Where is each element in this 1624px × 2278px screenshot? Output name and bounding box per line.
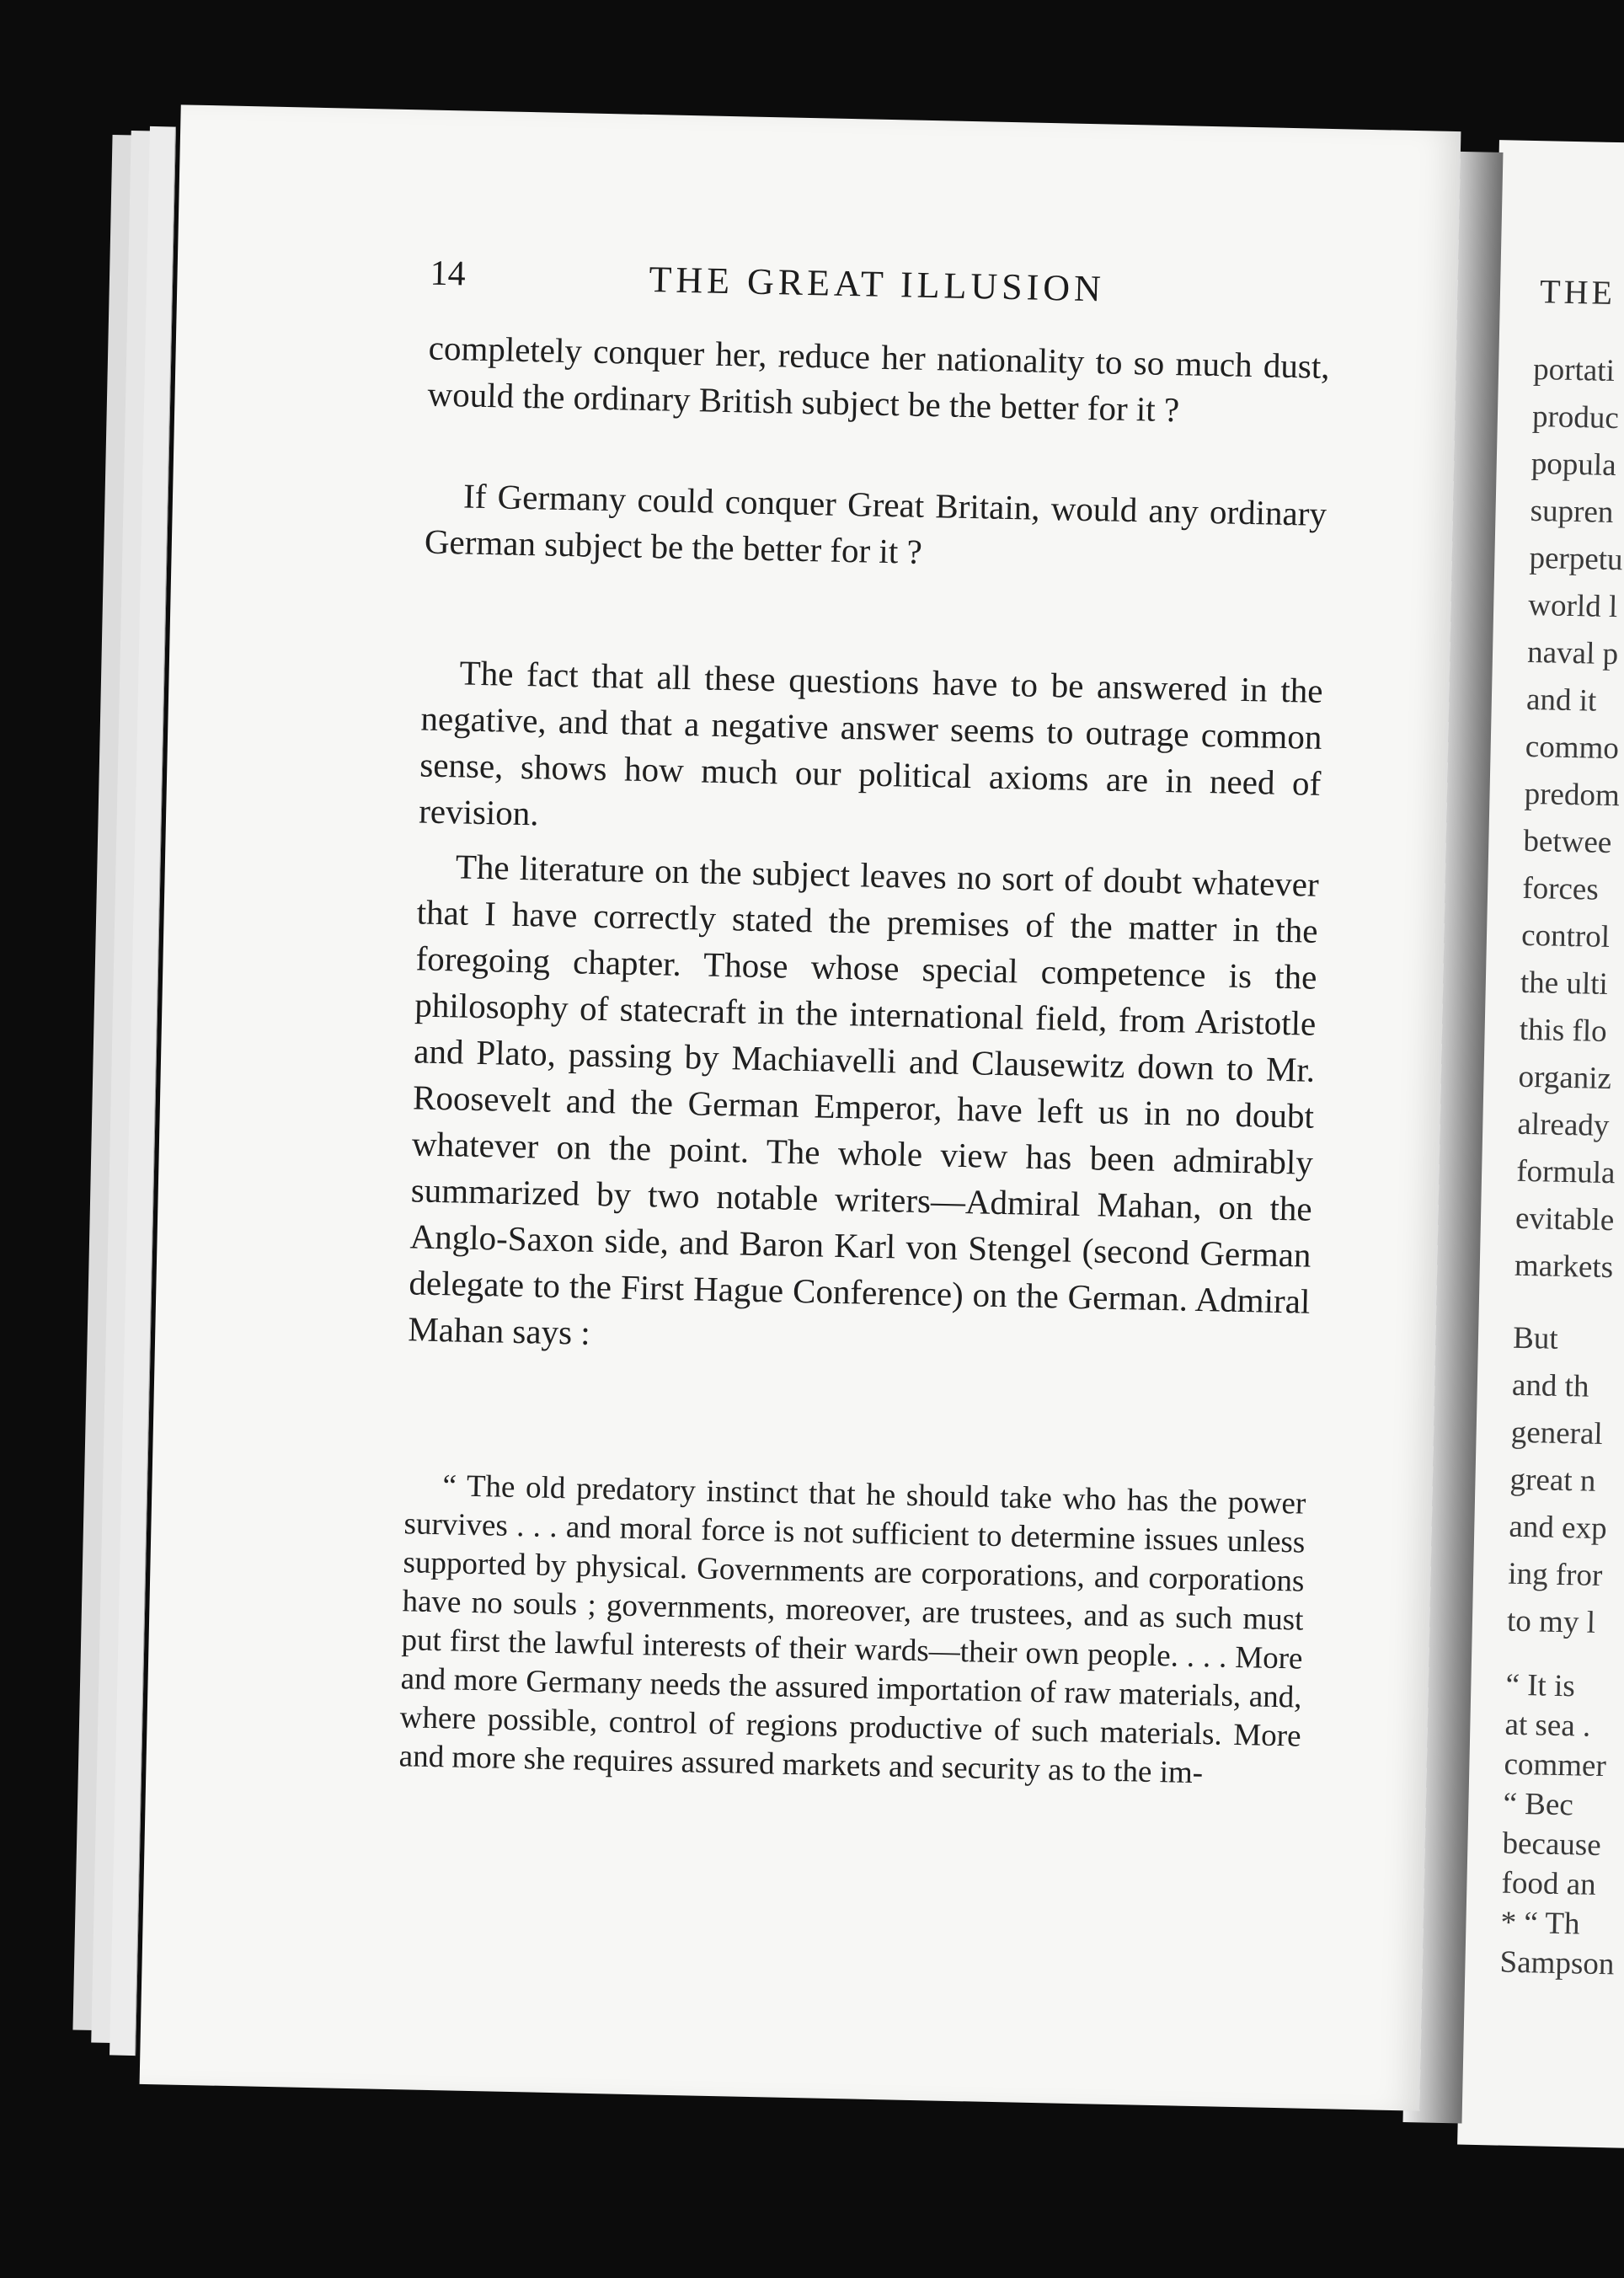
right-page-line: But [1512,1320,1559,1356]
right-page-line: “ It is [1505,1667,1576,1704]
right-page-line: “ Bec [1503,1786,1574,1823]
right-page-line: general [1510,1414,1604,1452]
right-page-line: evitable [1514,1200,1615,1238]
right-page-line: formula [1515,1153,1616,1191]
right-page-line: portati [1532,351,1616,388]
right-page-line: already [1517,1106,1610,1144]
page-number: 14 [430,254,467,294]
page-header [177,248,1458,325]
right-page-line: popula [1531,446,1617,484]
right-page-line: markets [1514,1248,1614,1286]
right-page-line: organiz [1518,1059,1612,1097]
right-page-line: perpetu [1529,540,1623,578]
paragraph: The literature on the subject leaves no sort of doubt whatever that I have correctly stated the premises of the matter in the foregoing chapter. Those whose special competence is the philosophy of statecraft in the international field, from Aristotle and Plato, passing by Machiavelli and Clausewitz down to Mr. Roosevelt and the German Emperor, have left us in no doubt whatever on the point. The whole view has been admirably summarized by two notable writers—Admiral Mahan, on the Anglo-Saxon side, and Baron Karl von Stengel (second German delegate to the First Hague Conference) on the German. Admiral Mahan says : [407,847,1320,1352]
right-page-line: * “ Th [1500,1905,1580,1942]
right-page-line: world l [1527,587,1618,625]
right-page-line: control [1520,917,1611,955]
right-page-line: this flo [1519,1012,1608,1049]
right-page-line: predom [1524,776,1621,814]
right-page-line: ing fror [1507,1556,1603,1594]
right-page-line: at sea . [1504,1707,1591,1744]
right-page-line: commer [1504,1746,1607,1784]
right-page-line: because [1502,1826,1602,1864]
right-page-line: naval p [1526,634,1619,672]
right-page-text [1499,140,1624,1982]
right-running-head: THE [1539,272,1616,312]
right-page-line: Sampson [1499,1944,1615,1982]
right-page-line: and th [1511,1367,1589,1404]
paragraph-continuation: completely conquer her, reduce her nationality to so much dust, would the ordinary British subject be the better for it ? [427,328,1331,430]
right-page-line: to my l [1506,1603,1596,1640]
paragraph: The fact that all these questions have to be answered in the negative, and that a negative answer seems to outrage common sense, shows how much our political axioms are in need of revision. [418,653,1323,833]
right-page-line: commo [1525,729,1620,767]
right-page-line: betwee [1523,823,1612,861]
right-page-line: supren [1530,493,1614,531]
right-page-line: and it [1525,682,1597,719]
block-quote: “ The old predatory instinct that he should take who has the power survives . . . and moral force is not sufficient to determine issues unless supported by physical. Governments are corporations, and corporations have no souls ; governments, moreover, are trustees, and as such must put first the lawful interests of their wards—their own people. . . . More and more Germany needs the assured importation of raw materials, and, where possible, control of regions productive of such materials. More and more she requires assured markets and security as to the im- [398,1468,1306,1791]
running-head: THE GREAT ILLUSION [649,259,1106,310]
right-page-line: forces [1521,870,1600,907]
right-page-line: and exp [1509,1509,1608,1547]
right-page-line: food an [1501,1865,1597,1902]
left-page [140,104,1461,2110]
right-page-line: produc [1531,398,1620,436]
right-page-line: the ulti [1520,965,1609,1002]
right-page-line: great n [1509,1462,1596,1499]
paragraph: If Germany could conquer Great Britain, would any ordinary German subject be the better for it ? [424,476,1328,571]
